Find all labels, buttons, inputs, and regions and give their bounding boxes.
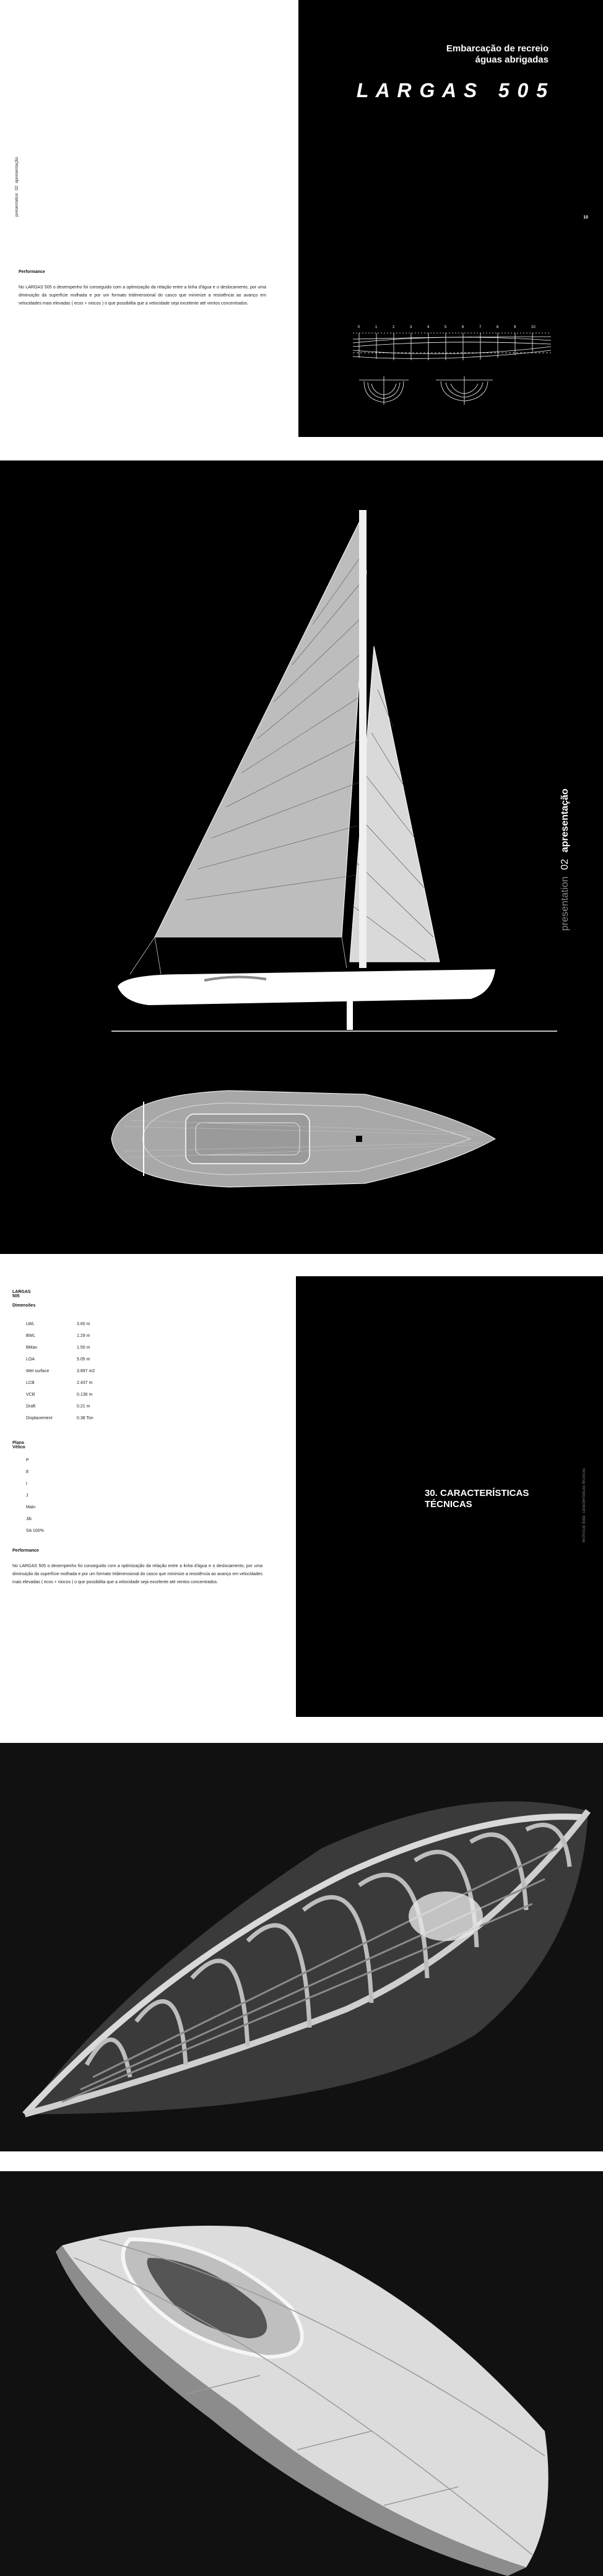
dimension-label: BWL: [26, 1334, 36, 1338]
dimension-value: 5.05 m: [77, 1357, 90, 1362]
cover-black-panel: [298, 0, 603, 437]
dimension-label: BMax: [26, 1346, 37, 1350]
hull-frame-render: [0, 1743, 603, 2151]
dimension-value: 1.29 m: [77, 1334, 90, 1338]
dimension-label: Wet surface: [26, 1369, 50, 1373]
sail-plan-heading: Plano Vélico: [12, 1441, 25, 1450]
dimension-value: 3.60 m: [77, 1322, 90, 1326]
vertical-label-bold: apresentação: [560, 789, 570, 853]
model-name: LARGAS 505: [12, 1290, 31, 1299]
hull-deck-render: [0, 2171, 603, 2576]
sail-plan-label: P: [26, 1458, 29, 1463]
station-label: 0: [358, 326, 360, 329]
sail-plan-label: E: [26, 1470, 29, 1474]
sail-vertical-label: [560, 789, 571, 931]
page-5-hull-render: [0, 2171, 603, 2576]
vertical-label-light: presentation: [560, 876, 570, 931]
cover-vertical-label: presentation 02 apresentação: [15, 157, 19, 217]
dimension-label: VCB: [26, 1393, 35, 1397]
sail-plan-label: Jib: [26, 1517, 32, 1521]
station-label: 6: [462, 326, 464, 329]
dimension-label: LCB: [26, 1381, 35, 1385]
station-label: 5: [445, 326, 447, 329]
station-label: 9: [514, 326, 516, 329]
performance-text: No LARGAS 505 o desempenho foi conseguido com a optimização da relação entre a linha d'água e o deslocamento, por uma diminuição da superfície molhada e por um formato tridimensional do casco que minimize a resistência ao avanço em velocidades mais elevadas ( ecos + niocos ) o que possibilita que a velocidade seja excelente até ventos concentrados.: [19, 285, 266, 306]
dimension-label: LWL: [26, 1322, 35, 1326]
cover-subtitle-line2: águas abrigadas: [475, 54, 549, 65]
section-vertical-label: technical data características técnicas: [582, 1468, 586, 1542]
tech-performance-text: No LARGAS 505 o desempenho foi conseguido com a optimização da relação entre a linha d'água e o deslocamento, por uma diminuição da superfície molhada e por um formato tridimensional do casco que minimize a resistência ao avanço em velocidades mais elevadas ( ecos + niocos ) o que possibilita que a velocidade seja excelente até ventos concentrados.: [12, 1564, 262, 1584]
page-1-cover: [0, 0, 603, 439]
performance-heading: Performance: [19, 270, 45, 274]
section-title-line2: TÉCNICAS: [425, 1499, 472, 1510]
sail-plan-label: J: [26, 1493, 28, 1498]
dimension-label: LOA: [26, 1357, 35, 1362]
section-title-line1: 30. CARACTERÍSTICAS: [425, 1488, 529, 1498]
station-label: 7: [479, 326, 482, 329]
dimension-value: 0.21 m: [77, 1404, 90, 1409]
sailboat-profile-drawing: [111, 504, 570, 1036]
deck-plan-drawing: [105, 1077, 501, 1201]
sail-plan-label: SA 100%: [26, 1529, 44, 1533]
dimension-label: Draft: [26, 1404, 36, 1409]
station-label: 3: [410, 326, 412, 329]
station-label: 8: [497, 326, 499, 329]
dimension-value: 2.437 m: [77, 1381, 93, 1385]
station-label: 10: [531, 326, 536, 329]
dimension-value: 1.50 m: [77, 1346, 90, 1350]
dimension-value: 0.38 Ton: [77, 1416, 93, 1420]
dimensions-heading: Dimensões: [12, 1303, 36, 1308]
station-label: 1: [375, 326, 378, 329]
dimension-value: 3.897 m2: [77, 1369, 95, 1373]
vertical-label-num: 02: [560, 858, 570, 870]
page-number: 10: [583, 215, 588, 220]
dimension-label: Displacement: [26, 1416, 53, 1420]
cover-title: L A R G A S 5 0 5: [356, 79, 549, 102]
page-4-hull-structure: [0, 1743, 603, 2151]
sail-plan-label: I: [26, 1482, 27, 1486]
station-label: 2: [393, 326, 395, 329]
tech-performance-heading: Performance: [12, 1549, 39, 1553]
cover-subtitle-line1: Embarcação de recreio: [446, 43, 549, 54]
station-label: 4: [427, 326, 430, 329]
page-2-sail-plan: [0, 460, 603, 1254]
lines-plan-drawing: [347, 314, 557, 407]
sail-plan-label: Main: [26, 1505, 36, 1510]
section-black-panel: [296, 1276, 603, 1717]
dimension-value: 0.136 m: [77, 1393, 93, 1397]
